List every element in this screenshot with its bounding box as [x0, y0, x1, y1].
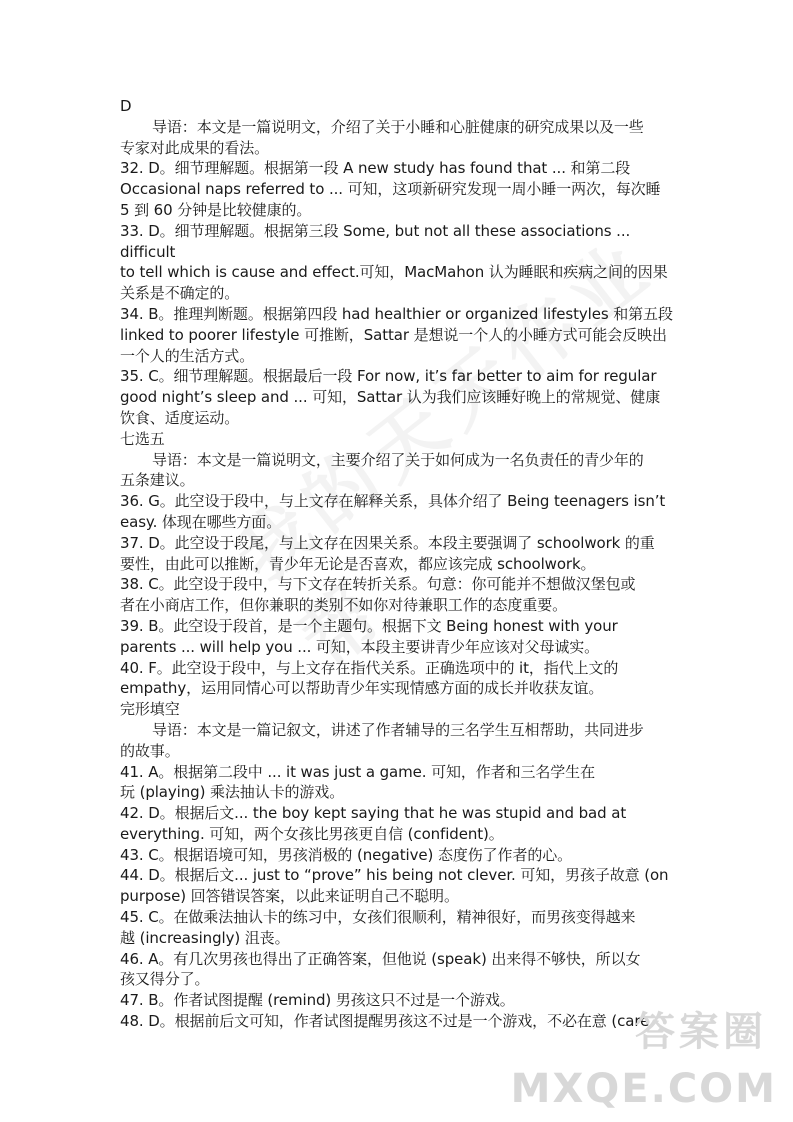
text-line: D [120, 97, 132, 115]
text-line: 玩 (playing) 乘法抽认卡的游戏。 [120, 783, 345, 802]
text-line: 34. B。推理判断题。根据第四段 had healthier or organized lifestyles 和第五段 [120, 304, 673, 323]
text-line: 48. D。根据前后文可知，作者试图提醒男孩这不过是一个游戏，不必在意 (care [120, 1012, 650, 1031]
text-line: parents ... will help you ... 可知，本段主要讲青少年应该对父母诚实。 [120, 637, 600, 656]
text-line: 导语：本文是一篇说明文，介绍了关于小睡和心脏健康的研究成果以及一些 [152, 117, 644, 136]
text-line: easy. 体现在哪些方面。 [120, 512, 282, 531]
text-line: 5 到 60 分钟是比较健康的。 [120, 200, 312, 219]
text-line: 44. D。根据后文... just to “prove” his being not clever. 可知，男孩子故意 (on [120, 866, 669, 885]
text-line: 五条建议。 [120, 471, 195, 490]
text-line: 42. D。根据后文... the boy kept saying that he was stupid and bad at [120, 804, 627, 823]
text-line: 要性，由此可以推断，青少年无论是否喜欢，都应该完成 schoolwork。 [120, 554, 596, 573]
text-line: 45. C。在做乘法抽认卡的练习中，女孩们很顺利，精神很好，而男孩变得越来 [120, 908, 636, 927]
text-line: good night’s sleep and ... 可知，Sattar 认为我们应该睡好晚上的常规觉、健康 [120, 388, 661, 407]
logo-chinese-text: 答案圈 [635, 1009, 767, 1055]
text-line: linked to poorer lifestyle 可推断，Sattar 是想说一个人的小睡方式可能会反映出 [120, 325, 667, 344]
text-line: 孩又得分了。 [120, 970, 210, 989]
site-logo [510, 1000, 777, 1112]
text-line: to tell which is cause and effect.可知，MacMahon 认为睡眠和疾病之间的因果 [120, 263, 668, 282]
logo-domain-text: MXQE.COM [510, 1066, 777, 1112]
text-line: 关系是不确定的。 [120, 284, 240, 303]
text-line: 者在小商店工作，但你兼职的类别不如你对待兼职工作的态度重要。 [120, 596, 568, 615]
text-line: 35. C。细节理解题。根据最后一段 For now, it’s far better to aim for regular [120, 367, 657, 386]
text-line: 完形填空 [120, 700, 180, 719]
text-line: Occasional naps referred to ... 可知，这项新研究发现一周小睡一两次，每次睡 [120, 180, 661, 199]
text-line: 导语：本文是一篇记叙文，讲述了作者辅导的三名学生互相帮助，共同进步 [152, 720, 644, 739]
text-line: 38. C。此空设于段中，与下文存在转折关系。句意：你可能并不想做汉堡包或 [120, 575, 636, 594]
text-line: 的故事。 [120, 741, 180, 760]
text-line: 33. D。细节理解题。根据第三段 Some, but not all these associations ... difficult [120, 221, 635, 261]
text-line: 37. D。此空设于段尾，与上文存在因果关系。本段主要强调了 schoolwork 的重 [120, 533, 655, 552]
text-line: 专家对此成果的看法。 [120, 138, 270, 157]
text-line: empathy，运用同情心可以帮助青少年实现情感方面的成长并收获友谊。 [120, 679, 604, 698]
text-line: 36. G。此空设于段中，与上文存在解释关系，具体介绍了 Being teenagers isn’t [120, 492, 666, 511]
text-line: 40. F。此空设于段中，与上文存在指代关系。正确选项中的 it，指代上文的 [120, 658, 619, 677]
text-line: 46. A。有几次男孩也得出了正确答案，但他说 (speak) 出来得不够快，所以女 [120, 949, 641, 968]
text-line: 饮食、适度运动。 [120, 408, 240, 427]
text-line: 一个人的生活方式。 [120, 346, 255, 365]
text-line: 七选五 [120, 429, 165, 448]
text-line: 39. B。此空设于段首，是一个主题句。根据下文 Being honest with your [120, 616, 618, 635]
text-line: 41. A。根据第二段中 ... it was just a game. 可知，作者和三名学生在 [120, 762, 595, 781]
text-line: 越 (increasingly) 沮丧。 [120, 928, 290, 947]
text-line: everything. 可知，两个女孩比男孩更自信 (confident)。 [120, 824, 504, 843]
text-line: 43. C。根据语境可知，男孩消极的 (negative) 态度伤了作者的心。 [120, 845, 573, 864]
text-line: purpose) 回答错误答案，以此来证明自己不聪明。 [120, 887, 459, 906]
text-line: 47. B。作者试图提醒 (remind) 男孩这只不过是一个游戏。 [120, 991, 515, 1010]
text-line: 32. D。细节理解题。根据第一段 A new study has found that ... 和第二段 [120, 159, 631, 178]
text-line: 导语：本文是一篇说明文，主要介绍了关于如何成为一名负责任的青少年的 [152, 450, 644, 469]
